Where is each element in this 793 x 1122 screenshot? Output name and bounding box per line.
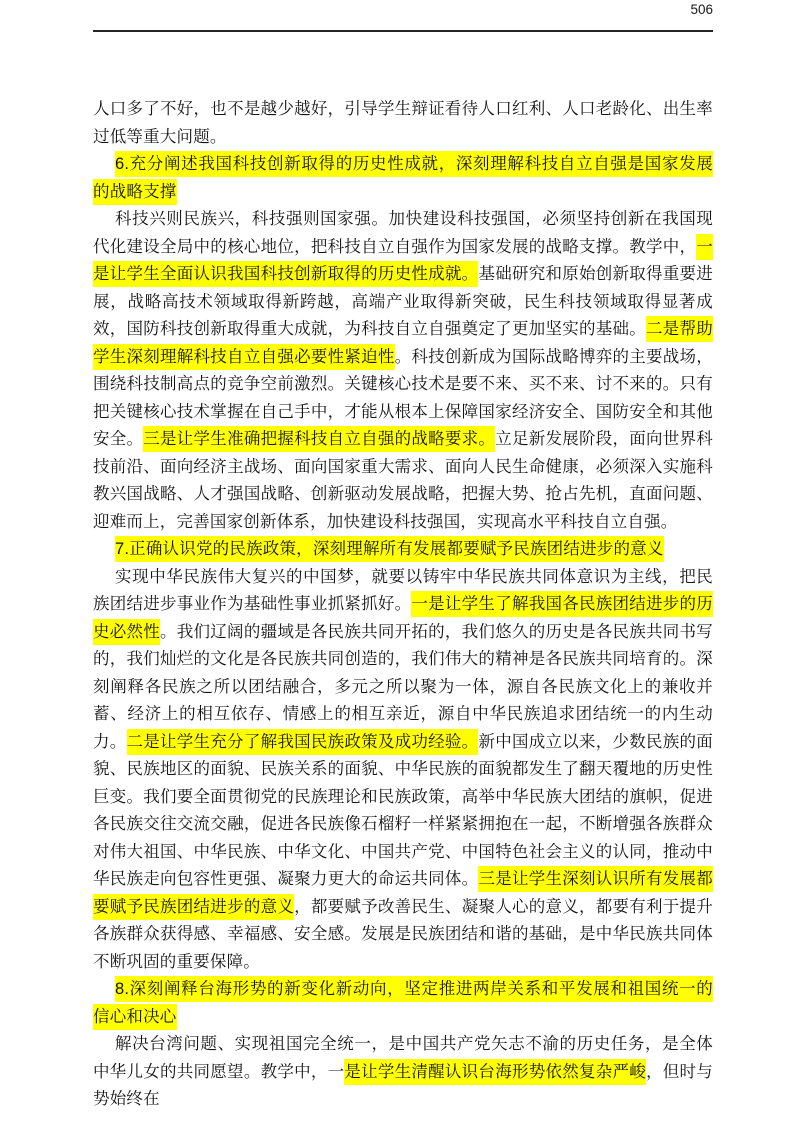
- highlighted-text: 6.充分阐述我国科技创新取得的历史性成就，深刻理解科技自立自强是国家发展的战略支撑: [93, 151, 713, 205]
- paragraph-ethnic-policy: [93, 564, 713, 977]
- body-text: ，都要赋予改善民生、凝聚人心的意义，都要有利于提升各族群众获得感、幸福感、安全感。发展是民族团结和谐的基础，是中华民族共同体不断巩固的重要保障。: [93, 897, 714, 971]
- body-text: 新中国成立以来，少数民族的面貌、民族地区的面貌、民族关系的面貌、中华民族的面貌都发生了翻天覆地的历史性巨变。我们要全面贯彻党的民族理论和民族政策，高举中华民族大团结的旗帜，促进各民族交往交流交融，促进各民族像石榴籽一样紧紧拥抱在一起，不断增强各族群众对伟大祖国、中华民族、中华文化、中国共产党、中国特色社会主义的认同，推动中华民族走向包容性更强、凝聚力更大的命运共同体。: [93, 732, 713, 888]
- body-text: 解决台湾问题、实现祖国完全统一，是中国共产党矢志不渝的历史任务，是全体中华儿女的共同愿望。教学中，一: [93, 1035, 713, 1081]
- body-text: 。我们辽阔的疆域是各民族共同开拓的，我们悠久的历史是各民族共同书写的，我们灿烂的文化是各民族共同创造的，我们伟大的精神是各民族共同培育的。深刻阐释各民族之所以团结融合，多元之所以聚为一体，源自各民族文化上的兼收并蓄、经济上的相互依存、情感上的相互亲近，源自中华民族追求团结统一的内生动力。: [93, 622, 713, 751]
- page-number: 506: [690, 2, 713, 17]
- document-body: [93, 96, 713, 1114]
- highlighted-text: 是让学生清醒认识台海形势依然复杂严峻: [344, 1059, 646, 1085]
- body-text: 基础研究和原始创新取得重要进展，战略高技术领域取得新跨越，高端产业取得新突破，民生科技领域取得显著成效，国防科技创新取得重大成就，为科技自立自强奠定了更加坚实的基础。: [93, 265, 713, 338]
- highlighted-text: 8.深刻阐释台海形势的新变化新动向，坚定推进两岸关系和平发展和祖国统一的信心和决心: [93, 976, 713, 1030]
- highlighted-text: 三是让学生深刻认识所有发展都要赋予民族团结进步的意义: [93, 866, 713, 920]
- highlighted-text: 一是让学生全面认识我国科技创新取得的历史性成就。: [93, 234, 713, 288]
- body-text: 立足新发展阶段，面向世界科技前沿、面向经济主战场、面向国家重大需求、面向人民生命健康，必须深入实施科教兴国战略、人才强国战略、创新驱动发展战略，把握大势、抢占先机，直面问题、迎难而上，完善国家创新体系，加快建设科技强国，实现高水平科技自立自强。: [93, 430, 713, 531]
- body-text: 人口多了不好，也不是越少越好，引导学生辩证看待人口红利、人口老龄化、出生率过低等重大问题。: [93, 100, 713, 146]
- heading-8-taiwan: [93, 976, 713, 1031]
- highlighted-text: 二是让学生充分了解我国民族政策及成功经验。: [127, 729, 479, 755]
- highlighted-text: 一是让学生了解我国各民族团结进步的历史必然性: [93, 591, 713, 645]
- paragraph-taiwan: [93, 1031, 713, 1114]
- body-text: ，但时与势始终在: [93, 1062, 713, 1108]
- heading-7-ethnic-policy: [93, 536, 713, 564]
- paragraph-population-continued: [93, 96, 713, 151]
- body-text: 科技兴则民族兴，科技强则国家强。加快建设科技强国，必须坚持创新在我国现代化建设全局中的核心地位，把科技自立自强作为国家发展的战略支撑。教学中，: [93, 210, 713, 256]
- header-rule: [93, 30, 713, 32]
- highlighted-text: 7.正确认识党的民族政策，深刻理解所有发展都要赋予民族团结进步的意义: [115, 536, 664, 562]
- body-text: 实现中华民族伟大复兴的中国梦，就要以铸牢中华民族共同体意识为主线，把民族团结进步事业作为基础性事业抓紧抓好。: [93, 567, 713, 613]
- highlighted-text: 三是让学生准确把握科技自立自强的战略要求。: [143, 426, 495, 452]
- highlighted-text: 二是帮助学生深刻理解科技自立自强必要性紧迫性: [93, 316, 713, 370]
- heading-6-science-tech: [93, 151, 713, 206]
- body-text: 。科技创新成为国际战略博弈的主要战场，围绕科技制高点的竞争空前激烈。关键核心技术是要不来、买不来、讨不来的。只有把关键核心技术掌握在自己手中，才能从根本上保障国家经济安全、国防安全和其他安全。: [93, 347, 713, 448]
- paragraph-science-tech: [93, 206, 713, 536]
